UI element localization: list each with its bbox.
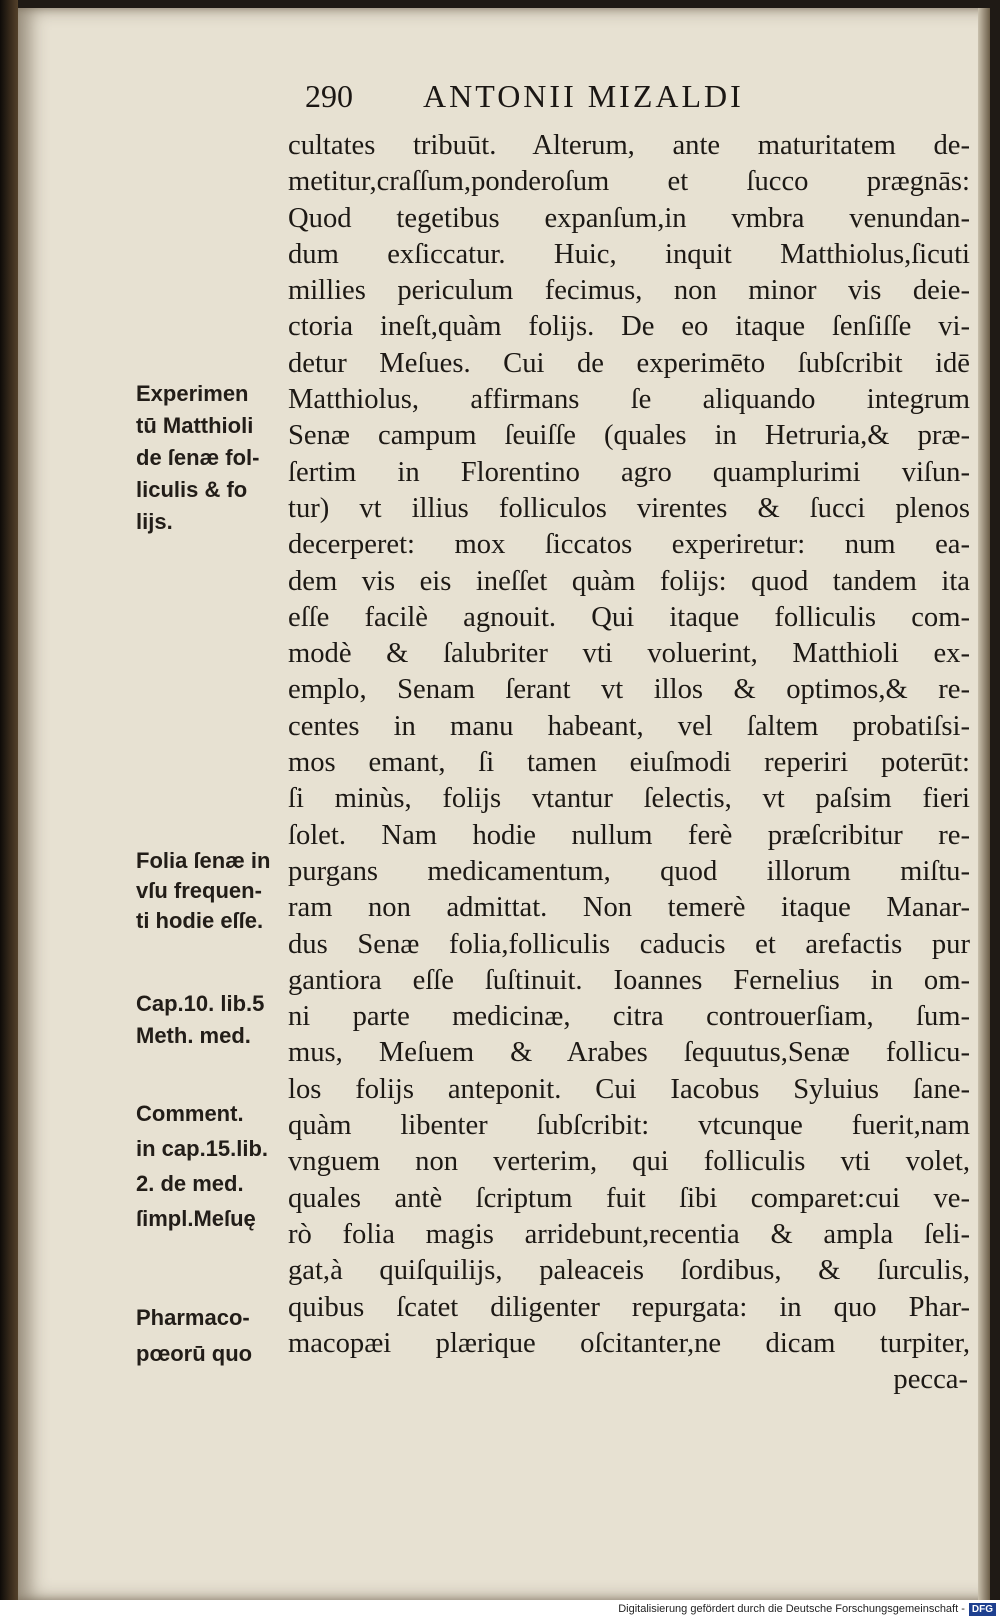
text-line: rò folia magis arridebunt,recentia & ampla ſeli- (288, 1218, 970, 1250)
note-line: lijs. (136, 509, 173, 534)
catchword: pecca- (893, 1364, 968, 1396)
page-edge (978, 8, 990, 1608)
marginal-note-comment (136, 1096, 296, 1236)
text-line: tur) vt illius folliculos virentes & ſucci plenos (288, 492, 970, 524)
text-line: quibus ſcatet diligenter repurgata: in quo Phar- (288, 1291, 970, 1323)
text-line: modè & ſalubriter vti voluerint, Matthioli ex- (288, 638, 970, 670)
text-line: ſolet. Nam hodie nullum ferè præſcribitur re- (288, 819, 970, 851)
text-line: Senæ campum ſeuiſſe (quales in Hetruria,& præ- (288, 420, 970, 452)
text-line: macopæi plærique oſcitanter,ne dicam turpiter, (288, 1327, 970, 1359)
dfg-logo: DFG (969, 1603, 996, 1616)
text-line: quàm libenter ſubſcribit: vtcunque fuerit,nam (288, 1110, 970, 1142)
note-line: tū Matthioli (136, 413, 254, 438)
text-line: ſi minùs, folijs vtantur ſelectis, vt paſsim fieri (288, 783, 970, 815)
text-line: quales antè ſcriptum fuit ſibi comparet:cui ve- (288, 1182, 970, 1214)
running-title: ANTONII MIZALDI (423, 78, 744, 114)
page-number: 290 (305, 78, 353, 114)
note-line: Pharmaco- (136, 1305, 250, 1330)
text-line: dum exſiccatur. Huic, inquit Matthiolus,ſicuti (288, 238, 970, 270)
text-line: dus Senæ folia,folliculis caducis et arefactis pur (288, 928, 970, 960)
note-line: Cap.10. lib.5 (136, 991, 265, 1016)
text-line: detur Meſues. Cui de experimēto ſubſcribit idē (288, 347, 970, 379)
text-line: dem vis eis ineſſet quàm folijs: quod tandem ita (288, 565, 970, 597)
text-line: purgans medicamentum, quod illorum miſtu- (288, 855, 970, 887)
text-line: gantiora eſſe ſuſtinuit. Ioannes Fernelius in om- (288, 964, 970, 996)
book-spine (0, 0, 18, 1600)
note-line: pœorū quo (136, 1341, 253, 1366)
main-text-block (288, 128, 970, 1398)
text-line: ctoria ineſt,quàm folijs. De eo itaque ſenſiſſe vi- (288, 311, 970, 343)
running-header (305, 78, 744, 115)
marginal-note-experiment (136, 378, 296, 538)
text-line: vnguem non verterim, qui folliculis vti volet, (288, 1146, 970, 1178)
note-line: de ſenæ fol- (136, 445, 260, 470)
text-line: Matthiolus, affirmans ſe aliquando integrum (288, 384, 970, 416)
text-line: ſertim in Florentino agro quamplurimi viſun- (288, 456, 970, 488)
text-line: Quod tegetibus expanſum,in vmbra venundan- (288, 202, 970, 234)
marginal-note-pharmaco (136, 1300, 296, 1372)
text-line: millies periculum fecimus, non minor vis deie- (288, 275, 970, 307)
text-line: centes in manu habeant, vel ſaltem probatiſsi- (288, 710, 970, 742)
note-line: ti hodie eſſe. (136, 908, 264, 933)
marginal-note-folia (136, 846, 296, 936)
credit-text: Digitalisierung gefördert durch die Deutsche Forschungsgemeinschaft - (618, 1603, 965, 1615)
text-line: metitur,craſſum,ponderoſum et ſucco prægnās: (288, 166, 970, 198)
text-line: ram non admittat. Non temerè itaque Manar- (288, 892, 970, 924)
text-line: mos emant, ſi tamen eiuſmodi reperiri poterūt: (288, 747, 970, 779)
note-line: 2. de med. (136, 1171, 244, 1196)
text-line: los folijs anteponit. Cui Iacobus Syluius ſane- (288, 1073, 970, 1105)
text-line: emplo, Senam ſerant vt illos & optimos,& re- (288, 674, 970, 706)
note-line: vſu frequen- (136, 878, 262, 903)
text-line: ni parte medicinæ, citra controuerſiam, ſum- (288, 1001, 970, 1033)
note-line: Comment. (136, 1101, 244, 1126)
text-line: gat,à quiſquilijs, paleaceis ſordibus, & ſurculis, (288, 1255, 970, 1287)
note-line: Experimen (136, 381, 249, 406)
note-line: in cap.15.lib. (136, 1136, 269, 1161)
note-line: Folia ſenæ in (136, 848, 271, 873)
digitization-credit (618, 1600, 996, 1618)
text-line: cultates tribuūt. Alterum, ante maturitatem de- (288, 130, 970, 161)
note-line: Meth. med. (136, 1023, 251, 1048)
text-line: eſſe facilè agnouit. Qui itaque folliculis com- (288, 601, 970, 633)
note-line: liculis & fo (136, 477, 248, 502)
marginal-note-reference (136, 988, 296, 1052)
text-line: mus, Meſuem & Arabes ſequutus,Senæ follicu- (288, 1037, 970, 1069)
note-line: ſimpl.Meſuę (136, 1206, 256, 1231)
text-line: decerperet: mox ſiccatos experiretur: num ea- (288, 529, 970, 561)
